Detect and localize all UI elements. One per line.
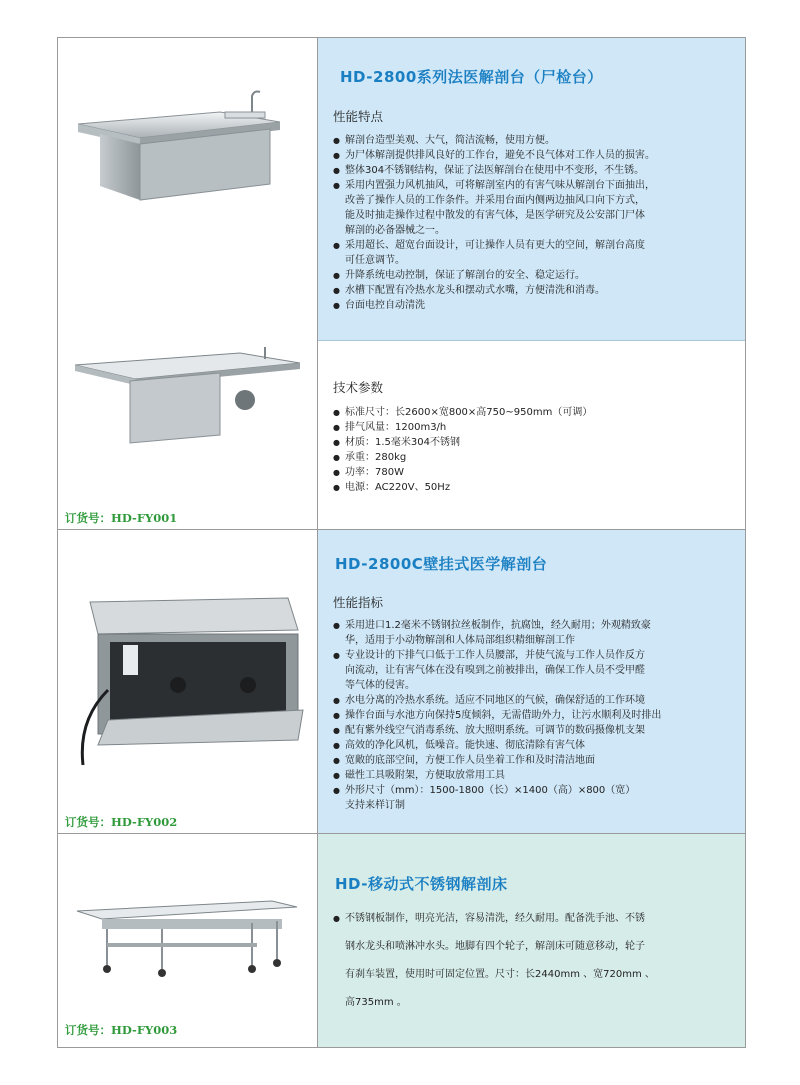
feature-item: ● 台面电控自动清洗 [333, 298, 655, 313]
section1-specs-list [333, 405, 592, 495]
section2-features-list [333, 618, 661, 813]
spec-item: ● 材质：1.5毫米304不锈钢 [333, 435, 592, 450]
section1-specs-heading: 技术参数 [333, 380, 384, 395]
feature-item: ● 外形尺寸（mm）：1500-1800（长）×1400（高）×800（宽） [333, 783, 661, 798]
autopsy-table-image-2 [70, 345, 310, 450]
section2-title: HD-2800C壁挂式医学解剖台 [335, 555, 548, 573]
feature-item-continuation: 钢水龙头和喷淋冲水头。地脚有四个轮子，解剖床可随意移动，轮子 [345, 941, 645, 952]
feature-item-continuation: 支持来样订制 [345, 800, 405, 811]
feature-item-continuation: 华，适用于小动物解剖和人体局部组织精细解剖工作 [345, 635, 575, 646]
wall-mounted-table-image [68, 590, 308, 790]
section1-title: HD-2800系列法医解剖台（尸检台） [340, 68, 603, 86]
feature-item-continuation: 向流动，让有害气体在没有嗅到之前被排出，确保工作人员不受甲醛 [345, 665, 645, 676]
spec-item: ● 承重：280kg [333, 450, 592, 465]
section2-features-heading: 性能指标 [333, 595, 384, 610]
feature-item-continuation: 等气体的侵害。 [345, 680, 415, 691]
feature-item: ● 磁性工具吸附架，方便取放常用工具 [333, 768, 661, 783]
spec-item: ● 功率：780W [333, 465, 592, 480]
feature-item: ● 操作台面与水池方向保持5度倾斜，无需借助外力，让污水顺利及时排出 [333, 708, 661, 723]
feature-item-continuation: 解剖的必备器械之一。 [345, 225, 445, 236]
feature-item: ● 解剖台造型美观、大气，简洁流畅，使用方便。 [333, 133, 655, 148]
feature-item: ● 配有紫外线空气消毒系统、放大照明系统。可调节的数码摄像机支架 [333, 723, 661, 738]
section1-order-number: 订货号：HD-FY001 [65, 511, 178, 525]
section1-panel-divider [318, 340, 745, 341]
feature-item-continuation: 有刹车装置，使用时可固定位置。尺寸：长2440mm 、宽720mm 、 [345, 969, 655, 980]
feature-item: ● 整体304不锈钢结构，保证了法医解剖台在使用中不变形，不生锈。 [333, 163, 655, 178]
section3-title: HD-移动式不锈钢解剖床 [335, 875, 508, 893]
feature-item-continuation: 可任意调节。 [345, 255, 405, 266]
feature-item-continuation: 改善了操作人员的工作条件。并采用台面内侧两边抽风口向下方式， [345, 195, 645, 206]
spec-item: ● 标准尺寸：长2600×宽800×高750~950mm（可调） [333, 405, 592, 420]
feature-item-continuation: 能及时抽走操作过程中散发的有害气体，是医学研究及公安部门尸体 [345, 210, 645, 221]
feature-item: ● 不锈钢板制作，明亮光洁，容易清洗，经久耐用。配备洗手池、不锈 [333, 905, 655, 933]
feature-item: ● 水槽下配置有冷热水龙头和摆动式水嘴，方便清洗和消毒。 [333, 283, 655, 298]
feature-item: ● 采用超长、超宽台面设计，可让操作人员有更大的空间，解剖台高度 [333, 238, 655, 253]
feature-item: ● 采用内置强力风机抽风，可将解剖室内的有害气味从解剖台下面抽出， [333, 178, 655, 193]
autopsy-table-image-1 [70, 82, 300, 212]
feature-item: ● 采用进口1.2毫米不锈钢拉丝板制作，抗腐蚀，经久耐用；外观精致豪 [333, 618, 661, 633]
spec-item: ● 电源：AC220V、50Hz [333, 480, 592, 495]
feature-item: ● 宽敞的底部空间，方便工作人员坐着工作和及时清洁地面 [333, 753, 661, 768]
mobile-table-image [72, 893, 302, 983]
section3-order-number: 订货号：HD-FY003 [65, 1023, 178, 1037]
section1-features-list [333, 133, 655, 313]
feature-item: ● 水电分离的冷热水系统。适应不同地区的气候，确保舒适的工作环境 [333, 693, 661, 708]
feature-item: ● 升降系统电动控制，保证了解剖台的安全、稳定运行。 [333, 268, 655, 283]
section1-features-heading: 性能特点 [333, 109, 384, 124]
section3-features-list [333, 905, 655, 1017]
feature-item: ● 专业设计的下排气口低于工作人员腰部，并使气流与工作人员作反方 [333, 648, 661, 663]
feature-item: ● 为尸体解剖提供排风良好的工作台，避免不良气体对工作人员的损害。 [333, 148, 655, 163]
spec-item: ● 排气风量：1200m3/h [333, 420, 592, 435]
feature-item: ● 高效的净化风机，低噪音。能快速、彻底清除有害气体 [333, 738, 661, 753]
section2-order-number: 订货号：HD-FY002 [65, 815, 178, 829]
feature-item-continuation: 高735mm 。 [345, 997, 407, 1008]
